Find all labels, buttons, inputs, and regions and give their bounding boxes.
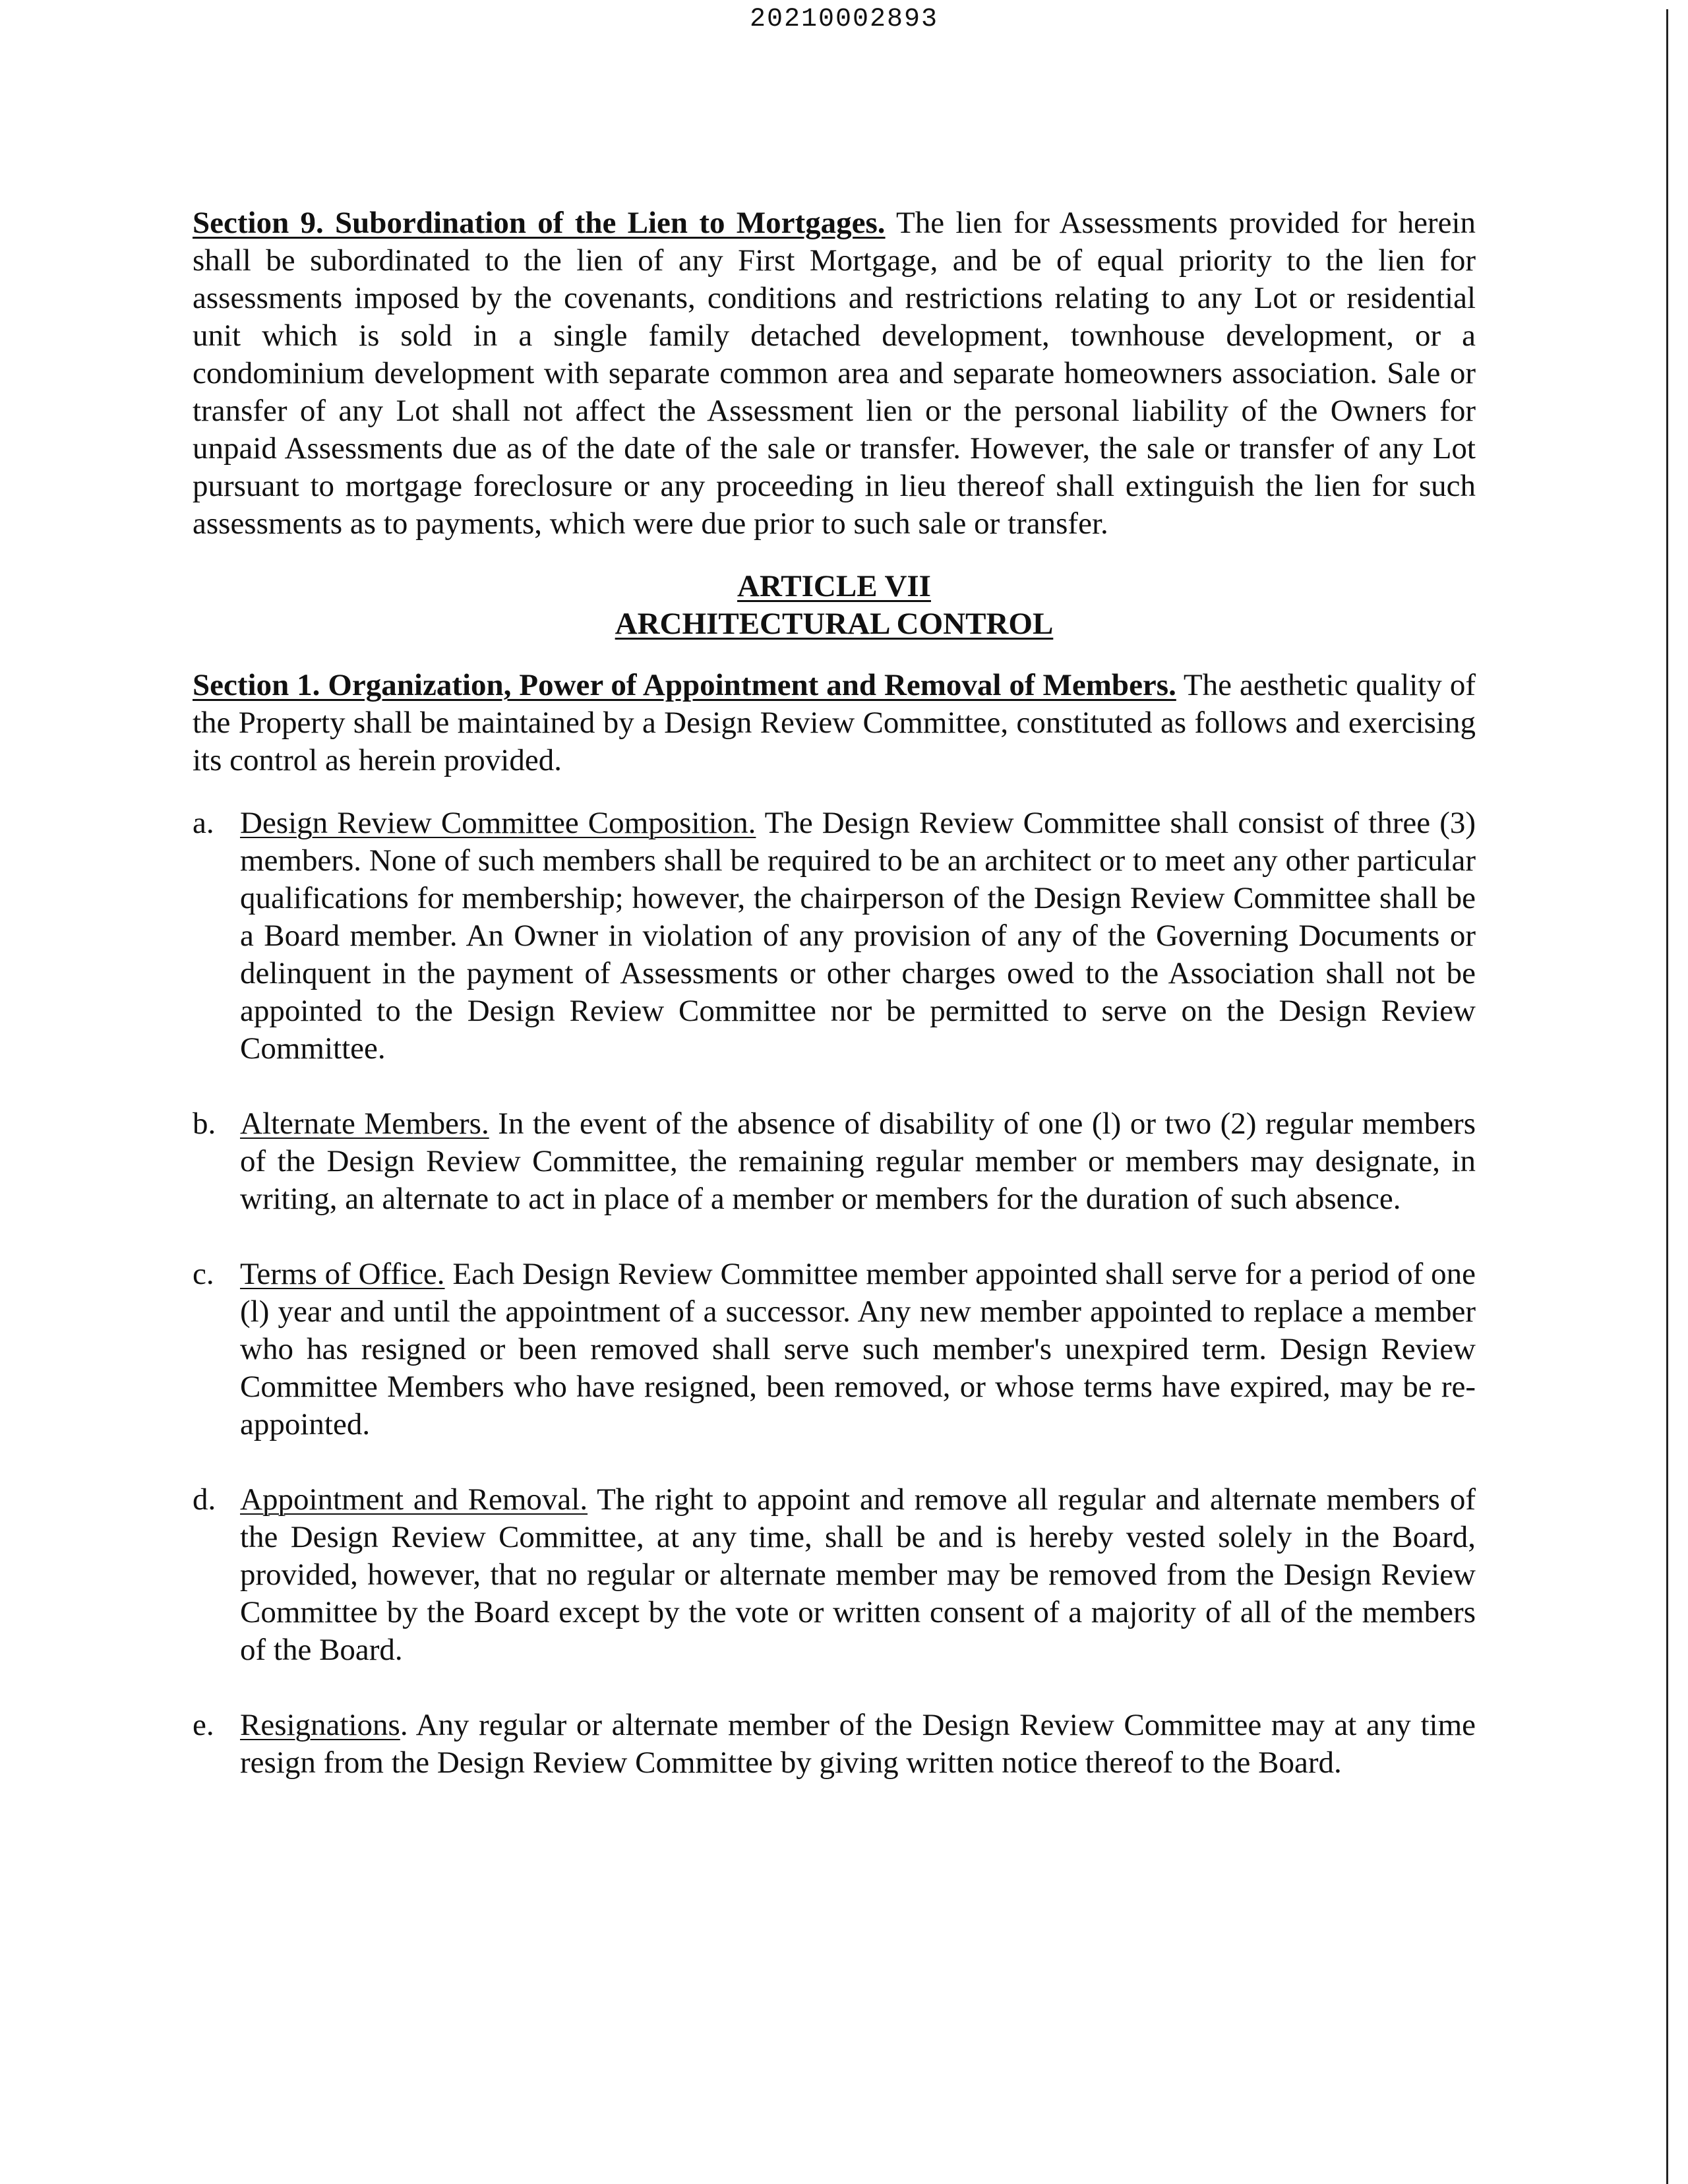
section-9-paragraph — [193, 204, 1476, 543]
item-heading: Resignations — [240, 1708, 400, 1742]
page-body — [193, 204, 1476, 1819]
item-letter: e. — [193, 1708, 214, 1742]
item-body: The Design Review Committee shall consist of three (3) members. None of such members shall be required to be an architect or to meet any other particular qualifications for membership; however, the chairperson of the Design Review Committee shall be a Board member. An Owner in violation of any provision of any of the Governing Documents or delinquent in the payment of Assessments or other charges owed to the Association shall not be appointed to the Design Review Committee nor be permitted to serve on the Design Review Committee. — [240, 806, 1476, 1066]
scan-edge-line — [1666, 9, 1668, 2184]
article-heading-block — [193, 568, 1476, 643]
item-letter: d. — [193, 1482, 216, 1517]
item-letter: c. — [193, 1257, 214, 1291]
item-heading: Terms of Office. — [240, 1257, 445, 1291]
item-text — [240, 804, 1476, 1068]
item-heading: Appointment and Removal. — [240, 1482, 588, 1517]
item-letter: a. — [193, 806, 214, 840]
list-item — [193, 1707, 1476, 1782]
item-body: In the event of the absence of disability of one (l) or two (2) regular members of the Design Review Committee, the remaining regular member or members may designate, in writing, an alternate to act in place of a member or members for the duration of such absence. — [240, 1107, 1476, 1216]
subsection-list — [193, 804, 1476, 1782]
article-title: ARCHITECTURAL CONTROL — [615, 607, 1054, 641]
item-heading: Alternate Members. — [240, 1107, 489, 1141]
item-text — [240, 1256, 1476, 1443]
item-body: . Any regular or alternate member of the Design Review Committee may at any time resign from the Design Review Committee by giving written notice thereof to the Board. — [240, 1708, 1476, 1780]
item-heading: Design Review Committee Composition. — [240, 806, 756, 840]
document-number: 20210002893 — [749, 5, 939, 34]
section-9-heading: Section 9. Subordination of the Lien to Mortgages. — [193, 206, 886, 240]
list-item — [193, 804, 1476, 1068]
item-text — [240, 1481, 1476, 1669]
section-1-heading: Section 1. Organization, Power of Appointment and Removal of Members. — [193, 668, 1176, 702]
item-body: The right to appoint and remove all regular and alternate members of the Design Review Committee, at any time, shall be and is hereby vested solely in the Board, provided, however, that no regular or alternate member may be removed from the Design Review Committee by the Board except by the vote or written consent of a majority of all of the members of the Board. — [240, 1482, 1476, 1667]
item-text — [240, 1707, 1476, 1782]
item-body: Each Design Review Committee member appointed shall serve for a period of one (l) year and until the appointment of a successor. Any new member appointed to replace a member who has resigned or been removed shall serve such member's unexpired term. Design Review Committee Members who have resigned, been removed, or whose terms have expired, may be re-appointed. — [240, 1257, 1476, 1441]
list-item — [193, 1105, 1476, 1218]
section-1-paragraph — [193, 667, 1476, 779]
item-letter: b. — [193, 1107, 216, 1141]
list-item — [193, 1481, 1476, 1669]
section-1-body: The aesthetic quality of the Property shall be maintained by a Design Review Committee, constituted as follows and exercising its control as herein provided. — [193, 668, 1476, 777]
list-item — [193, 1256, 1476, 1443]
article-number: ARTICLE VII — [737, 569, 931, 603]
section-9-body: The lien for Assessments provided for herein shall be subordinated to the lien of any First Mortgage, and be of equal priority to the lien for assessments imposed by the covenants, conditions and restrictions relating to any Lot or residential unit which is sold in a single family detached development, townhouse development, or a condominium development with separate common area and separate homeowners association. Sale or transfer of any Lot shall not affect the Assessment lien or the personal liability of the Owners for unpaid Assessments due as of the date of the sale or transfer. However, the sale or transfer of any Lot pursuant to mortgage foreclosure or any proceeding in lieu thereof shall extinguish the lien for such assessments as to payments, which were due prior to such sale or transfer. — [193, 206, 1476, 541]
item-text — [240, 1105, 1476, 1218]
